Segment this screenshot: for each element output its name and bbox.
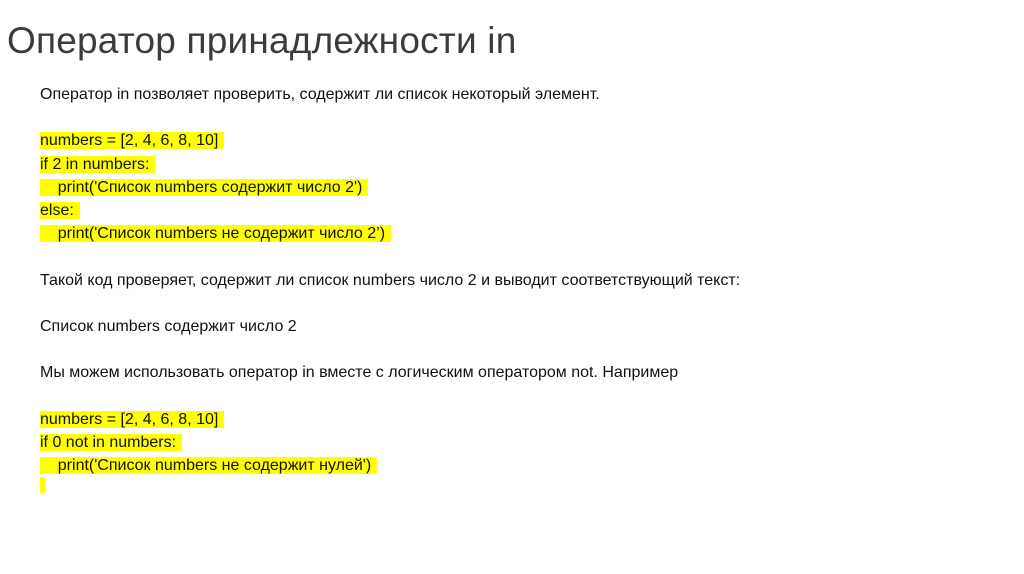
code-text: print('Список numbers содержит число 2') [40, 179, 368, 196]
code-line [40, 176, 740, 199]
code-line [40, 153, 740, 176]
blank-line [40, 245, 740, 268]
code-text: if 2 in numbers: [40, 156, 155, 173]
code-text: else: [40, 202, 80, 219]
code-line [40, 431, 740, 454]
code-line [40, 408, 740, 431]
blank-line [40, 384, 740, 407]
code-block-1 [40, 129, 740, 245]
code-text: print('Список numbers не содержит нулей') [40, 457, 377, 474]
code-block-2 [40, 408, 740, 494]
highlight-marker [40, 477, 740, 493]
slide-body [40, 83, 740, 493]
not-intro-text: Мы можем использовать оператор in вместе с логическим оператором not. Например [40, 364, 679, 382]
text-caret-highlight [40, 477, 45, 493]
explanation-text: Такой код проверяет, содержит ли список numbers число 2 и выводит соответствующий текст: [40, 271, 741, 289]
code-text: print('Список numbers не содержит число 2’) [40, 225, 391, 242]
blank-line [40, 292, 740, 315]
code-line [40, 222, 740, 245]
code-text: numbers = [2, 4, 6, 8, 10] [40, 132, 224, 149]
code-line [40, 129, 740, 152]
code-text: numbers = [2, 4, 6, 8, 10] [40, 411, 224, 428]
code-text: if 0 not in numbers: [40, 434, 182, 451]
slide-title: Оператор принадлежности in [7, 20, 517, 61]
intro-text: Оператор in позволяет проверить, содержит ли список некоторый элемент. [40, 86, 600, 103]
blank-line [40, 338, 740, 361]
code-line [40, 199, 740, 222]
output-text: Список numbers содержит число 2 [40, 317, 297, 335]
code-line [40, 454, 740, 477]
blank-line [40, 106, 740, 129]
